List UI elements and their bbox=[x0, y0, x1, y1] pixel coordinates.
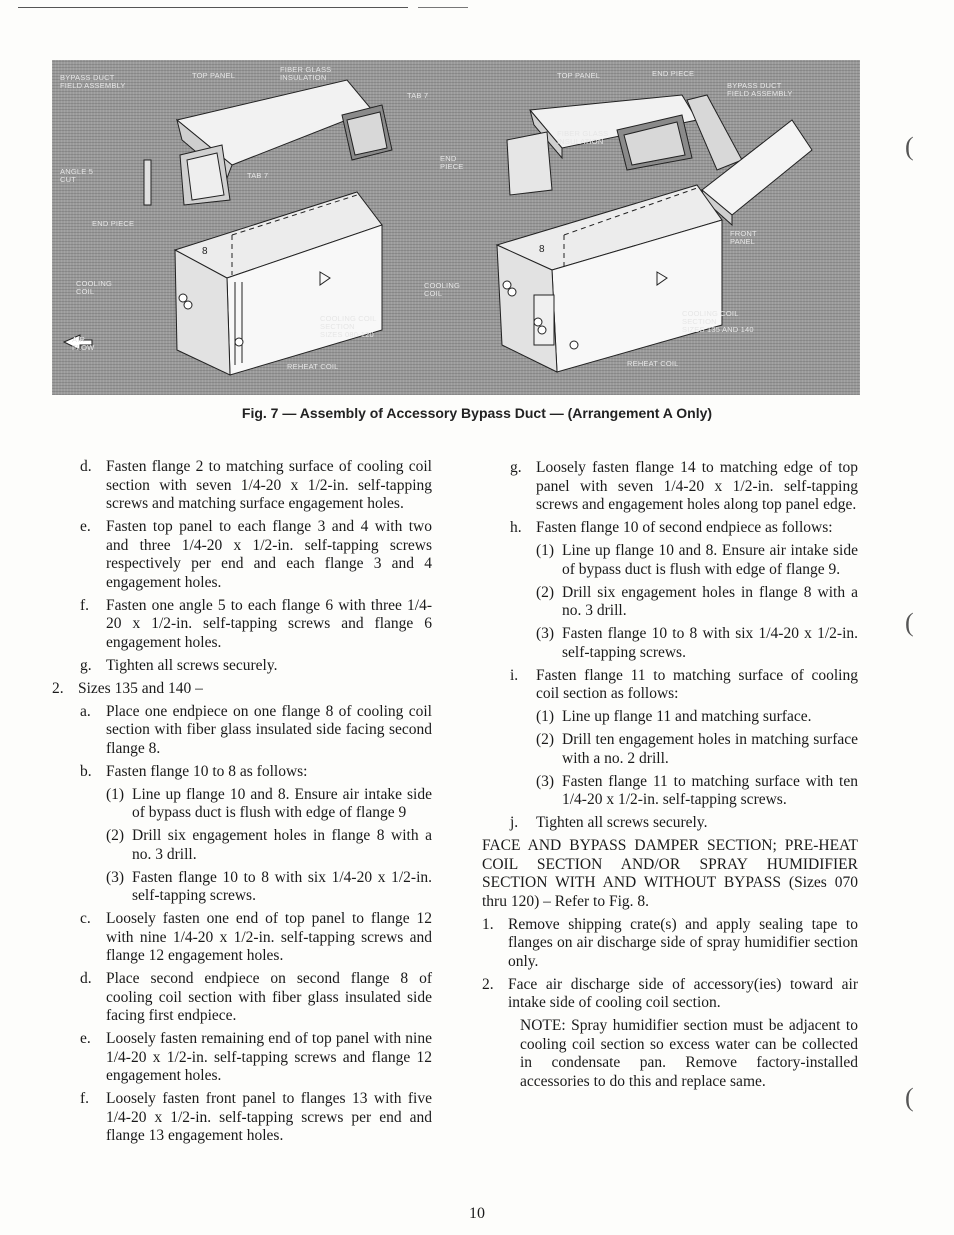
list-text: Face air discharge side of accessory(ies) toward air intake side of cooling coil section. bbox=[508, 975, 858, 1011]
list-marker: c. bbox=[80, 910, 91, 927]
list-marker: (2) bbox=[536, 583, 555, 601]
binder-hole-mark: ( bbox=[905, 132, 914, 161]
list-marker: (1) bbox=[106, 785, 125, 803]
list-text: Remove shipping crate(s) and apply sealing tape to flanges on air discharge side of spray humidifier section only. bbox=[508, 915, 858, 970]
list-marker: e. bbox=[80, 518, 91, 535]
list-text: Place one endpiece on one flange 8 of cooling coil section with fiber glass insulated side facing second flange 8. bbox=[106, 702, 432, 757]
list-text: Fasten flange 10 to 8 as follows: bbox=[106, 762, 308, 780]
list-item bbox=[52, 827, 432, 864]
list-text: Fasten one angle 5 to each flange 6 with three 1/4-20 x 1/2-in. self-tapping screws and flange 6 engagement holes. bbox=[106, 596, 432, 651]
list-marker: g. bbox=[510, 459, 522, 476]
list-marker: 2. bbox=[482, 975, 494, 993]
label-top-panel-left: TOP PANEL bbox=[192, 71, 236, 80]
list-marker: (3) bbox=[106, 868, 125, 886]
list-text: Line up flange 10 and 8. Ensure air intake side of bypass duct is flush with edge of flange 9. bbox=[562, 542, 858, 578]
list-item bbox=[482, 773, 858, 810]
list-item bbox=[52, 657, 432, 676]
list-item bbox=[52, 763, 432, 782]
list-marker: j. bbox=[510, 814, 519, 831]
label-end-piece-mid: END PIECE bbox=[440, 154, 464, 171]
label-fiber-glass-right: FIBER GLASS INSULATION bbox=[557, 129, 609, 146]
figure-7-photo bbox=[52, 60, 860, 395]
list-item bbox=[52, 970, 432, 1026]
label-fiber-glass-left: FIBER GLASS INSULATION bbox=[280, 65, 332, 82]
list-marker: f. bbox=[80, 596, 90, 614]
label-cooling-coil-section-right: COOLING COIL SECTION SIZES 135 AND 140 bbox=[682, 309, 754, 334]
list-item bbox=[52, 910, 432, 966]
list-text: Place second endpiece on second flange 8 of cooling coil section with fiber glass insulated side facing first endpiece. bbox=[106, 970, 432, 1024]
list-item bbox=[482, 731, 858, 768]
right-mid-end-piece bbox=[507, 132, 552, 195]
list-marker: a. bbox=[80, 702, 91, 720]
list-text: Fasten flange 10 of second endpiece as follows: bbox=[536, 519, 833, 536]
list-item bbox=[482, 1017, 858, 1091]
list-marker: d. bbox=[80, 970, 92, 987]
label-air-flow: AIR FLOW bbox=[72, 335, 95, 352]
list-marker: (3) bbox=[536, 772, 555, 790]
list-text: Fasten flange 10 to 8 with six 1/4-20 x 1/2-in. self-tapping screws. bbox=[562, 625, 858, 661]
label-bypass-duct-left: BYPASS DUCT FIELD ASSEMBLY bbox=[60, 73, 126, 90]
list-item bbox=[482, 814, 858, 833]
list-item bbox=[482, 667, 858, 704]
list-text: Fasten flange 10 to 8 with six 1/4-20 x 1/2-in. self-tapping screws. bbox=[132, 868, 432, 904]
list-text: Drill six engagement holes in flange 8 with a no. 3 drill. bbox=[562, 583, 858, 619]
list-text: Loosely fasten one end of top panel to flange 12 with nine 1/4-20 x 1/2-in. self-tapping screws and flange 12 engagement holes. bbox=[106, 910, 432, 964]
label-tab-7-right: TAB 7 bbox=[407, 91, 429, 100]
left-fiber-glass-insulation bbox=[342, 105, 392, 160]
list-item bbox=[482, 459, 858, 515]
list-text: Loosely fasten flange 14 to matching edge of top panel with seven 1/4-20 x 1/2-in. self-tapping screws and engagement holes along top panel edge. bbox=[536, 459, 858, 513]
list-item bbox=[482, 976, 858, 1013]
label-angle-5: ANGLE 5 CUT bbox=[60, 167, 94, 184]
list-text: Drill ten engagement holes in matching surface with a no. 2 drill. bbox=[562, 731, 858, 767]
list-text: Fasten flange 11 to matching surface with ten 1/4-20 x 1/2-in. self-tapping screws. bbox=[562, 772, 858, 808]
left-angle bbox=[144, 160, 151, 205]
list-marker: (2) bbox=[536, 731, 555, 748]
list-item bbox=[52, 1090, 432, 1146]
figure-caption: Fig. 7 — Assembly of Accessory Bypass Duct — (Arrangement A Only) bbox=[241, 405, 713, 421]
list-marker: h. bbox=[510, 519, 522, 536]
label-cooling-coil-section-left: COOLING COIL SECTION SIZES 080-120 bbox=[320, 314, 377, 339]
list-marker: b. bbox=[80, 762, 92, 780]
list-item bbox=[482, 625, 858, 662]
left-end-piece bbox=[180, 145, 230, 205]
right-column bbox=[482, 459, 858, 1096]
label-bypass-duct-right: BYPASS DUCT FIELD ASSEMBLY bbox=[727, 81, 793, 98]
label-num-8-right: 8 bbox=[539, 244, 545, 255]
list-item bbox=[482, 584, 858, 621]
list-text: Tighten all screws securely. bbox=[106, 656, 278, 674]
list-item bbox=[482, 708, 858, 727]
list-item bbox=[52, 680, 432, 699]
right-end-piece bbox=[687, 95, 742, 170]
label-num-8-left: 8 bbox=[202, 246, 208, 257]
list-text: Line up flange 10 and 8. Ensure air intake side of bypass duct is flush with edge of flange 9 bbox=[132, 785, 432, 821]
list-text: Loosely fasten remaining end of top panel with nine 1/4-20 x 1/2-in. self-tapping screws and flange 12 engagement holes. bbox=[106, 1030, 432, 1084]
label-reheat-coil-right: REHEAT COIL bbox=[627, 359, 679, 368]
list-marker: f. bbox=[80, 1090, 90, 1107]
figure-7-illustration bbox=[52, 60, 860, 395]
right-cooling-coil-section bbox=[497, 185, 722, 372]
list-item bbox=[52, 518, 432, 592]
page-number: 10 bbox=[469, 1205, 485, 1222]
list-text: Fasten flange 11 to matching surface of cooling coil section as follows: bbox=[536, 666, 858, 702]
list-marker: (1) bbox=[536, 708, 555, 725]
top-rule bbox=[18, 7, 408, 8]
left-cooling-coil-section bbox=[175, 192, 382, 375]
label-reheat-coil-left: REHEAT COIL bbox=[287, 362, 339, 371]
list-item bbox=[52, 1030, 432, 1086]
binder-hole-mark: ( bbox=[905, 608, 914, 637]
list-text: Drill six engagement holes in flange 8 with a no. 3 drill. bbox=[132, 827, 432, 863]
list-item bbox=[482, 916, 858, 972]
list-text: NOTE: Spray humidifier section must be adjacent to cooling coil section so excess water can be collected in condensate pan. Remove factory-installed accessories to do this and replace same. bbox=[520, 1017, 858, 1090]
label-cooling-coil-right: COOLING COIL bbox=[424, 281, 460, 298]
label-top-panel-right: TOP PANEL bbox=[557, 71, 601, 80]
list-text: Line up flange 11 and matching surface. bbox=[562, 708, 812, 725]
list-item bbox=[482, 519, 858, 538]
list-marker: i. bbox=[510, 666, 519, 684]
label-end-piece-right: END PIECE bbox=[652, 69, 695, 78]
list-item bbox=[52, 703, 432, 759]
left-column bbox=[52, 458, 432, 1150]
list-text: FACE AND BYPASS DAMPER SECTION; PRE-HEAT COIL SECTION AND/OR SPRAY HUMIDIFIER SECTION WITH AND WITHOUT BYPASS (Sizes 070 thru 120) – Refer to Fig. 8. bbox=[482, 837, 858, 910]
top-rule-fragment bbox=[418, 7, 468, 8]
list-item bbox=[52, 458, 432, 514]
list-marker: (2) bbox=[106, 827, 125, 844]
label-end-piece-left: END PIECE bbox=[92, 219, 135, 228]
label-cooling-coil-left: COOLING COIL bbox=[76, 279, 112, 296]
list-item bbox=[482, 837, 858, 911]
list-item bbox=[52, 786, 432, 823]
list-marker: g. bbox=[80, 656, 92, 674]
list-marker: d. bbox=[80, 458, 92, 475]
list-marker: 2. bbox=[52, 679, 64, 697]
list-marker: 1. bbox=[482, 915, 494, 933]
list-text: Loosely fasten front panel to flanges 13 with five 1/4-20 x 1/2-in. self-tapping screws per end and flange 13 engagement holes. bbox=[106, 1090, 432, 1144]
list-marker: e. bbox=[80, 1030, 91, 1047]
list-item bbox=[482, 542, 858, 579]
list-text: Fasten flange 2 to matching surface of cooling coil section with seven 1/4-20 x 1/2-in. self-tapping screws and matching surface engagement holes. bbox=[106, 458, 432, 512]
list-text: Sizes 135 and 140 – bbox=[78, 679, 203, 697]
binder-hole-mark: ( bbox=[905, 1083, 914, 1112]
list-text: Fasten top panel to each flange 3 and 4 with two and three 1/4-20 x 1/2-in. self-tapping screws respectively per end and each flange 3 and 4 engagement holes. bbox=[106, 518, 432, 591]
list-text: Tighten all screws securely. bbox=[536, 814, 708, 831]
list-marker: (3) bbox=[536, 625, 555, 642]
label-front-panel: FRONT PANEL bbox=[730, 229, 757, 246]
label-tab-7-left: TAB 7 bbox=[247, 171, 269, 180]
list-item bbox=[52, 597, 432, 653]
list-item bbox=[52, 869, 432, 906]
list-marker: (1) bbox=[536, 542, 555, 559]
